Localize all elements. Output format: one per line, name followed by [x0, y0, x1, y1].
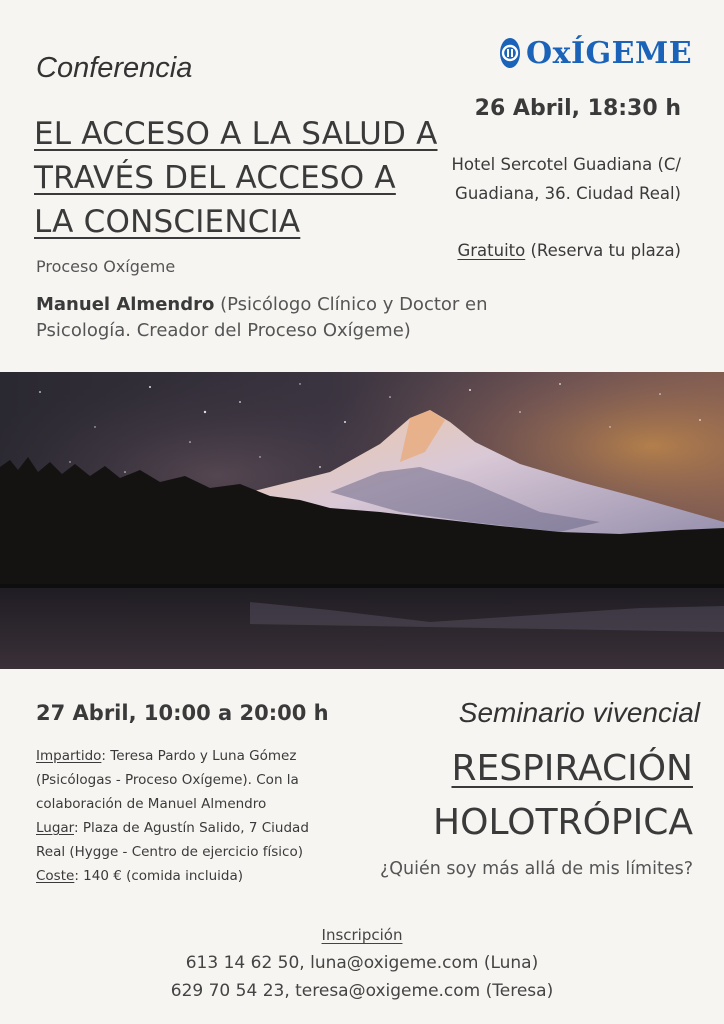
contact-luna: 613 14 62 50, luna@oxigeme.com (Luna): [185, 953, 539, 973]
contact-teresa: 629 70 54 23, teresa@oxigeme.com (Teresa): [170, 981, 554, 1001]
conference-venue: Hotel Sercotel Guadiana (C/ Guadiana, 36. Ciudad Real): [451, 155, 681, 203]
coste-text: : 140 € (comida incluida): [74, 868, 243, 884]
seminar-question: ¿Quién soy más allá de mis límites?: [379, 859, 693, 879]
conference-date: 26 Abril, 18:30 h: [474, 96, 681, 121]
event-type-label: Conferencia: [36, 52, 193, 84]
title-line-3: LA CONSCIENCIA: [34, 204, 301, 240]
speaker-info: [36, 292, 546, 344]
seminar-details: [36, 744, 336, 888]
coste-label: Coste: [36, 868, 75, 884]
subtitle: Proceso Oxígeme: [36, 257, 176, 276]
lugar-line: [36, 816, 336, 864]
free-label: Gratuito: [457, 241, 526, 260]
lugar-text: : Plaza de Agustín Salido, 7 Ciudad Real (Hygge - Centro de ejercicio físico): [36, 820, 309, 860]
conference-price: [451, 236, 681, 266]
free-note: (Reserva tu plaza): [525, 241, 681, 260]
coste-line: [36, 864, 336, 888]
logo-text: OxÍGEME: [526, 35, 693, 71]
conference-title: [34, 112, 464, 244]
title-line-1: EL ACCESO A LA SALUD A: [34, 116, 438, 152]
impartido-label: Impartido: [36, 748, 102, 764]
lugar-label: Lugar: [36, 820, 74, 836]
logo-mark-icon: [500, 38, 520, 68]
speaker-description: (Psicólogo Clínico y Doctor en Psicología. Creador del Proceso Oxígeme): [36, 294, 488, 341]
title-line-2: TRAVÉS DEL ACCESO A: [34, 160, 396, 196]
inscription-label: Inscripción: [321, 926, 403, 944]
impartido-text: : Teresa Pardo y Luna Gómez (Psicólogas - Proceso Oxígeme). Con la colaboración de Manuel Almendro: [36, 748, 299, 812]
impartido-line: [36, 744, 336, 816]
seminar-title-line-2: HOLOTRÓPICA: [433, 802, 693, 843]
seminar-date: 27 Abril, 10:00 a 20:00 h: [36, 701, 329, 725]
seminar-label: Seminario vivencial: [458, 697, 700, 728]
seminar-title-line-1: RESPIRACIÓN: [451, 748, 693, 789]
speaker-name: Manuel Almendro: [36, 294, 215, 315]
mountain-night-sky-photo: [0, 372, 724, 669]
oxigeme-logo: [500, 34, 693, 72]
